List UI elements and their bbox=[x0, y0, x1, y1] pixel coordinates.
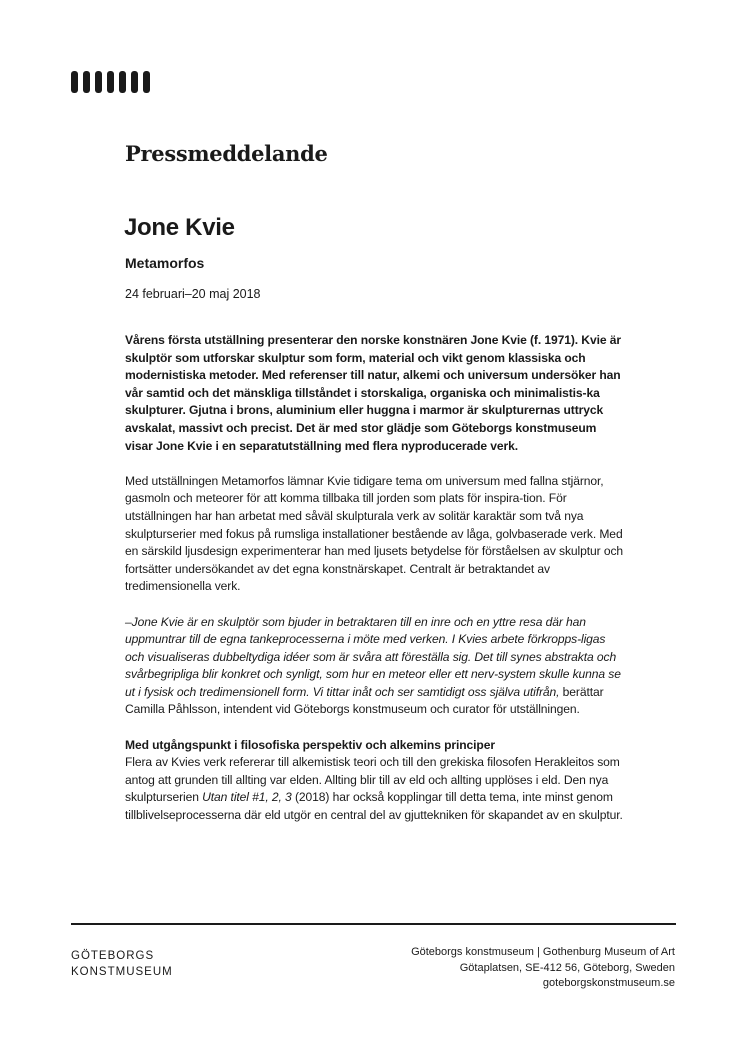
exhibition-dates: 24 februari–20 maj 2018 bbox=[125, 287, 261, 301]
logo-bar bbox=[107, 71, 114, 93]
logo-bar bbox=[83, 71, 90, 93]
curator-quote: –Jone Kvie är en skulptör som bjuder in betraktaren till en inre och en yttre resa där han uppmuntrar till de egna tankeprocesserna i möte med verken. I Kvies arbete förkropps-ligas och visualiseras dubbeltydiga idéer som är svåra att föreställa sig. Det till synes abstrakta och svårbegripliga blir konkret och synligt, som hur en meteor eller ett nerv-system skulle kunna se ut i fysisk och tredimensionell form. Vi tittar inåt och ser samtidigt oss själva utifrån, bbox=[125, 614, 621, 699]
wordmark-line: GÖTEBORGS bbox=[71, 950, 155, 962]
quote-paragraph bbox=[125, 614, 625, 720]
work-title: Utan titel #1, 2, 3 bbox=[202, 790, 292, 805]
artist-name: Jone Kvie bbox=[124, 214, 235, 241]
lead-paragraph: Vårens första utställning presenterar den norske konstnären Jone Kvie (f. 1971). Kvie är skulptör som utforskar skulptur som form, material och vikt genom klassiska och modernistiska metoder. Med referenser till natur, alkemi och universum undersöker han vår samtid och det mänskliga tillståndet i storskaliga, organiska och minimalistis-ka skulpturer. Gjutna i brons, aluminium eller huggna i marmor är skulpturernas uttryck avskalat, massivt och precist. Det är med stor glädje som Göteborgs konstmuseum visar Jone Kvie i en separatutställning med flera nyproducerade verk. bbox=[125, 333, 621, 453]
wordmark-line: KONSTMUSEUM bbox=[71, 966, 173, 978]
website-link[interactable]: goteborgskonstmuseum.se bbox=[542, 977, 675, 989]
section-heading: Med utgångspunkt i filosofiska perspektiv och alkemins principer bbox=[125, 737, 495, 752]
logo-bar bbox=[119, 71, 126, 93]
logo-bar bbox=[143, 71, 150, 93]
quote-attribution: berättar Camilla Påhlsson, intendent vid Göteborgs konstmuseum och curator för utställningen. bbox=[125, 684, 604, 717]
footer-wordmark bbox=[71, 948, 173, 980]
section-paragraph bbox=[125, 737, 625, 825]
body-paragraph: Med utställningen Metamorfos lämnar Kvie tidigare tema om universum med fallna stjärnor, gasmoln och meteorer för att komma tillbaka till jorden som plats för inspira-tion. För utställningen har han arbetat med såväl skulpturala verk av solitär karaktär som två nya skulpturserier med fokus på rumsliga installationer bestående av låga, golvbaserade verk. Med en särskild ljusdesign experimenterar han med ljusets betydelse för förståelsen av skulptur och fortsätter undersökandet av det egna konstnärskapet. Centralt är betraktandet av tredimensionella verk. bbox=[125, 473, 624, 594]
museum-logo-mark bbox=[71, 71, 150, 93]
press-release-body bbox=[125, 332, 625, 842]
section-text: Flera av Kvies verk refererar till alkemistisk teori och till den grekiska filosofen Herakleitos som antog att grunden till allting var elden. Allting blir till av eld och allting upplöses i eld. Den nya skulpturserien bbox=[125, 755, 620, 805]
document-type-heading: Pressmeddelande bbox=[125, 141, 328, 166]
logo-bar bbox=[71, 71, 78, 93]
exhibition-title: Metamorfos bbox=[125, 255, 205, 271]
footer-address bbox=[411, 945, 675, 992]
logo-bar bbox=[95, 71, 102, 93]
section-text-continued: (2018) har också kopplingar till detta tema, inte minst genom tillblivelseprocesserna där eld utgör en central del av gjuttekniken för skapandet av en skulptur. bbox=[125, 790, 623, 823]
logo-bar bbox=[131, 71, 138, 93]
address-museum: Göteborgs konstmuseum | Gothenburg Museum of Art bbox=[411, 946, 675, 958]
footer-divider bbox=[71, 923, 676, 925]
address-street: Götaplatsen, SE-412 56, Göteborg, Sweden bbox=[459, 961, 675, 974]
